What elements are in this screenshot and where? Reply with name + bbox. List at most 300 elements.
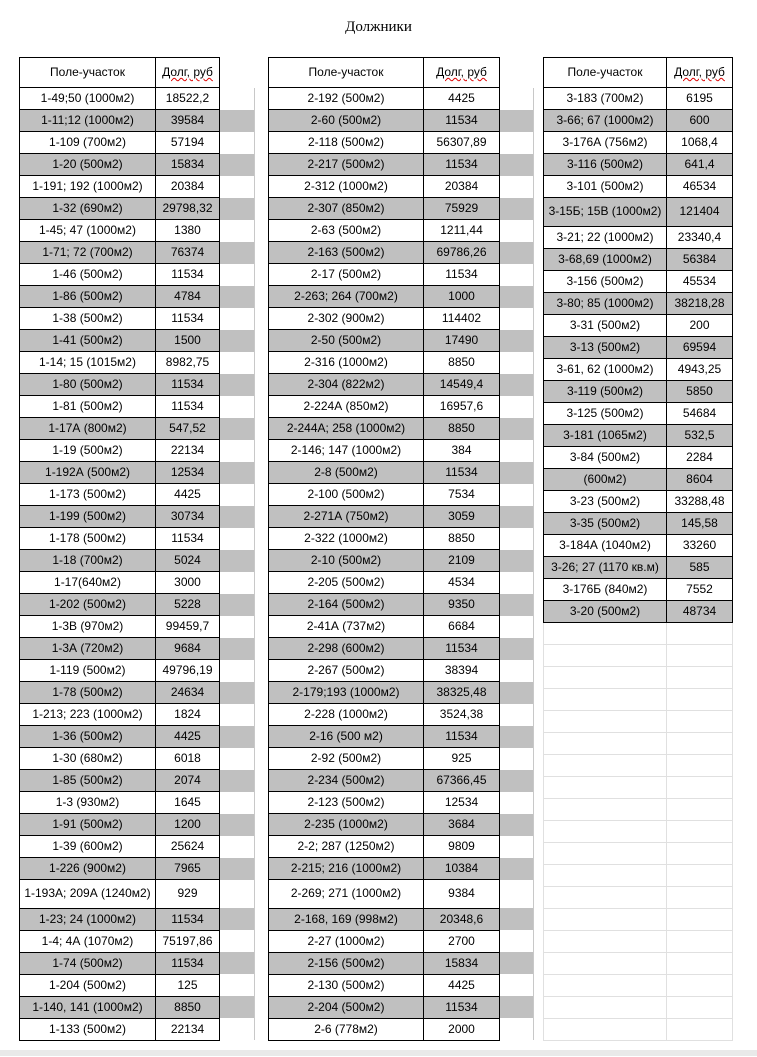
table-row — [269, 682, 534, 704]
page-bottom-edge — [0, 1050, 757, 1056]
plot-cell: 2-271А (750м2) — [269, 506, 424, 528]
table-row — [20, 792, 255, 814]
debt-cell: 5228 — [156, 594, 220, 616]
debt-cell: 75929 — [424, 198, 500, 220]
debt-cell: 8850 — [424, 352, 500, 374]
table-row — [269, 418, 534, 440]
plot-cell: 3-68,69 (1000м2) — [544, 248, 667, 270]
plot-cell: 1-11;12 (1000м2) — [20, 110, 156, 132]
table-row — [20, 880, 255, 909]
spacer-cell — [220, 748, 255, 770]
table-header-row — [269, 58, 534, 88]
table-row — [20, 462, 255, 484]
column-header-debt: Долг, руб — [667, 58, 733, 88]
plot-cell: 3-183 (700м2) — [544, 88, 667, 110]
spacer-cell — [500, 198, 534, 220]
spacer-cell — [220, 908, 255, 930]
empty-row — [544, 864, 733, 886]
debt-cell: 641,4 — [667, 154, 733, 176]
debt-cell: 8850 — [424, 418, 500, 440]
empty-cell — [667, 754, 733, 776]
plot-cell: 1-81 (500м2) — [20, 396, 156, 418]
table-row — [20, 176, 255, 198]
debt-cell: 3684 — [424, 814, 500, 836]
column-header-debt: Долг, руб — [156, 58, 220, 88]
table-row — [269, 462, 534, 484]
spacer-cell — [500, 264, 534, 286]
spacer-cell — [500, 506, 534, 528]
empty-cell — [544, 1018, 667, 1040]
plot-cell: 1-191; 192 (1000м2) — [20, 176, 156, 198]
table-row — [269, 572, 534, 594]
table-row — [269, 374, 534, 396]
debt-cell: 11534 — [424, 638, 500, 660]
plot-cell: 3-176Б (840м2) — [544, 578, 667, 600]
plot-cell: 1-19 (500м2) — [20, 440, 156, 462]
spacer-cell — [220, 132, 255, 154]
debt-cell: 23340,4 — [667, 226, 733, 248]
plot-cell: 2-307 (850м2) — [269, 198, 424, 220]
plot-cell: 2-163 (500м2) — [269, 242, 424, 264]
debt-cell: 532,5 — [667, 424, 733, 446]
empty-cell — [544, 776, 667, 798]
spacer-cell — [500, 88, 534, 110]
table-row — [20, 330, 255, 352]
empty-row — [544, 644, 733, 666]
spacer-cell — [500, 1018, 534, 1040]
column-header-debt: Долг, руб — [424, 58, 500, 88]
table-row — [269, 1018, 534, 1040]
debt-cell: 33288,48 — [667, 490, 733, 512]
empty-row — [544, 710, 733, 732]
plot-cell: 2-146; 147 (1000м2) — [269, 440, 424, 462]
empty-cell — [667, 952, 733, 974]
table-row — [544, 446, 733, 468]
table-row — [20, 220, 255, 242]
debt-cell: 8982,75 — [156, 352, 220, 374]
debt-cell: 4943,25 — [667, 358, 733, 380]
debt-cell: 200 — [667, 314, 733, 336]
table-row — [544, 358, 733, 380]
spacer-cell — [500, 616, 534, 638]
debt-cell: 4425 — [424, 974, 500, 996]
table-row — [269, 220, 534, 242]
table-row — [20, 396, 255, 418]
plot-cell: 2-6 (778м2) — [269, 1018, 424, 1040]
empty-row — [544, 754, 733, 776]
plot-cell: 3-13 (500м2) — [544, 336, 667, 358]
table-row — [544, 198, 733, 227]
plot-cell: 2-50 (500м2) — [269, 330, 424, 352]
debt-cell: 9684 — [156, 638, 220, 660]
table-row — [269, 132, 534, 154]
plot-cell: 2-179;193 (1000м2) — [269, 682, 424, 704]
table-row — [20, 418, 255, 440]
table-row — [20, 836, 255, 858]
table-row — [20, 198, 255, 220]
spacer-cell — [220, 572, 255, 594]
debt-cell: 11534 — [156, 952, 220, 974]
plot-cell: 1-36 (500м2) — [20, 726, 156, 748]
debtors-table-field-3 — [543, 57, 733, 1041]
spacer-cell — [500, 220, 534, 242]
debt-cell: 11534 — [156, 528, 220, 550]
table-row — [20, 908, 255, 930]
empty-row — [544, 974, 733, 996]
debt-cell: 7965 — [156, 858, 220, 880]
spacer-cell — [500, 704, 534, 726]
debt-cell: 45534 — [667, 270, 733, 292]
debt-cell: 75197,86 — [156, 930, 220, 952]
empty-cell — [667, 798, 733, 820]
debt-cell: 11534 — [424, 264, 500, 286]
debt-cell: 4425 — [156, 726, 220, 748]
spacer-cell — [220, 638, 255, 660]
empty-row — [544, 798, 733, 820]
plot-cell: 2-164 (500м2) — [269, 594, 424, 616]
spacer-cell — [500, 770, 534, 792]
plot-cell: 2-244А; 258 (1000м2) — [269, 418, 424, 440]
spacer-cell — [500, 880, 534, 909]
plot-cell: 2-263; 264 (700м2) — [269, 286, 424, 308]
plot-cell: 1-46 (500м2) — [20, 264, 156, 286]
spacer-cell — [220, 330, 255, 352]
table-row — [544, 132, 733, 154]
table-row — [20, 374, 255, 396]
empty-row — [544, 622, 733, 644]
table-row — [269, 88, 534, 110]
plot-cell: 1-14; 15 (1015м2) — [20, 352, 156, 374]
spacer-cell — [500, 418, 534, 440]
spacer-cell — [500, 462, 534, 484]
debt-cell: 3000 — [156, 572, 220, 594]
debt-cell: 4425 — [424, 88, 500, 110]
plot-cell: 2-316 (1000м2) — [269, 352, 424, 374]
plot-cell: 1-204 (500м2) — [20, 974, 156, 996]
debt-cell: 11534 — [424, 110, 500, 132]
debt-cell: 2109 — [424, 550, 500, 572]
plot-cell: 2-63 (500м2) — [269, 220, 424, 242]
plot-cell: 2-217 (500м2) — [269, 154, 424, 176]
debt-cell: 114402 — [424, 308, 500, 330]
debt-cell: 56307,89 — [424, 132, 500, 154]
empty-cell — [544, 798, 667, 820]
debt-cell: 49796,19 — [156, 660, 220, 682]
debt-cell: 22134 — [156, 440, 220, 462]
debt-cell: 1000 — [424, 286, 500, 308]
plot-cell: 1-17А (800м2) — [20, 418, 156, 440]
debt-cell: 56384 — [667, 248, 733, 270]
table-row — [544, 512, 733, 534]
plot-cell: 3-125 (500м2) — [544, 402, 667, 424]
table-row — [269, 110, 534, 132]
plot-cell: 1-202 (500м2) — [20, 594, 156, 616]
debt-cell: 1068,4 — [667, 132, 733, 154]
spacer-cell — [220, 506, 255, 528]
page-title: Должники — [345, 19, 412, 35]
plot-cell: 2-156 (500м2) — [269, 952, 424, 974]
table-row — [20, 484, 255, 506]
table-row — [20, 660, 255, 682]
spacer-cell — [220, 58, 255, 88]
plot-cell: 3-20 (500м2) — [544, 600, 667, 622]
plot-cell: 1-18 (700м2) — [20, 550, 156, 572]
table-row — [20, 594, 255, 616]
table-header-row — [20, 58, 255, 88]
empty-row — [544, 952, 733, 974]
debt-cell: 11534 — [424, 462, 500, 484]
spacer-cell — [500, 58, 534, 88]
debt-cell: 11534 — [424, 154, 500, 176]
plot-cell: 3-61, 62 (1000м2) — [544, 358, 667, 380]
empty-cell — [544, 732, 667, 754]
plot-cell: 1-30 (680м2) — [20, 748, 156, 770]
spacer-cell — [500, 858, 534, 880]
spacer-cell — [500, 974, 534, 996]
debt-cell: 15834 — [156, 154, 220, 176]
table-row — [20, 616, 255, 638]
table-row — [20, 952, 255, 974]
spacer-cell — [220, 996, 255, 1018]
table-row — [269, 528, 534, 550]
spacer-cell — [220, 974, 255, 996]
table-row — [544, 226, 733, 248]
empty-row — [544, 996, 733, 1018]
empty-cell — [667, 908, 733, 930]
table-row — [20, 858, 255, 880]
plot-cell: 1-4; 4А (1070м2) — [20, 930, 156, 952]
spacer-cell — [220, 814, 255, 836]
spacer-cell — [500, 572, 534, 594]
spacer-cell — [500, 748, 534, 770]
spacer-cell — [500, 154, 534, 176]
table-row — [269, 996, 534, 1018]
table-row — [20, 352, 255, 374]
debt-cell: 4534 — [424, 572, 500, 594]
plot-cell: 3-26; 27 (1170 кв.м) — [544, 556, 667, 578]
table-row — [20, 930, 255, 952]
spacer-cell — [500, 682, 534, 704]
table-row — [269, 352, 534, 374]
spacer-cell — [500, 484, 534, 506]
debt-cell: 11534 — [156, 264, 220, 286]
spacer-cell — [220, 440, 255, 462]
spacer-cell — [220, 930, 255, 952]
table-row — [544, 336, 733, 358]
spacer-cell — [500, 836, 534, 858]
debt-cell: 46534 — [667, 176, 733, 198]
debt-cell: 30734 — [156, 506, 220, 528]
plot-cell: 2-235 (1000м2) — [269, 814, 424, 836]
plot-cell: 2-304 (822м2) — [269, 374, 424, 396]
debt-cell: 33260 — [667, 534, 733, 556]
empty-row — [544, 820, 733, 842]
debtors-table-field-2 — [268, 57, 534, 1041]
debt-cell: 145,58 — [667, 512, 733, 534]
table-row — [20, 572, 255, 594]
table-row — [20, 974, 255, 996]
plot-cell: 2-267 (500м2) — [269, 660, 424, 682]
debt-cell: 69594 — [667, 336, 733, 358]
table-row — [20, 814, 255, 836]
debt-cell: 57194 — [156, 132, 220, 154]
plot-cell: 1-3В (970м2) — [20, 616, 156, 638]
plot-cell: 2-10 (500м2) — [269, 550, 424, 572]
spacer-cell — [220, 176, 255, 198]
debt-cell: 29798,32 — [156, 198, 220, 220]
empty-cell — [667, 644, 733, 666]
debt-cell: 1645 — [156, 792, 220, 814]
spacer-cell — [500, 374, 534, 396]
debt-cell: 12534 — [424, 792, 500, 814]
debt-cell: 24634 — [156, 682, 220, 704]
plot-cell: 3-176А (756м2) — [544, 132, 667, 154]
debt-cell: 38325,48 — [424, 682, 500, 704]
empty-cell — [544, 710, 667, 732]
spacer-cell — [500, 996, 534, 1018]
table-row — [20, 242, 255, 264]
empty-cell — [667, 864, 733, 886]
plot-cell: 2-192 (500м2) — [269, 88, 424, 110]
plot-cell: 2-302 (900м2) — [269, 308, 424, 330]
debt-cell: 18522,2 — [156, 88, 220, 110]
debt-cell: 11534 — [156, 308, 220, 330]
plot-cell: 1-178 (500м2) — [20, 528, 156, 550]
empty-cell — [667, 886, 733, 908]
table-row — [269, 930, 534, 952]
spacer-cell — [220, 616, 255, 638]
debt-cell: 11534 — [424, 996, 500, 1018]
debt-cell: 11534 — [424, 726, 500, 748]
plot-cell: 1-74 (500м2) — [20, 952, 156, 974]
debt-cell: 1200 — [156, 814, 220, 836]
plot-cell: 3-119 (500м2) — [544, 380, 667, 402]
empty-cell — [544, 908, 667, 930]
debt-cell: 10384 — [424, 858, 500, 880]
empty-cell — [667, 820, 733, 842]
debt-cell: 2000 — [424, 1018, 500, 1040]
table-row — [269, 264, 534, 286]
spacer-cell — [220, 528, 255, 550]
plot-cell: 3-184А (1040м2) — [544, 534, 667, 556]
spacer-cell — [500, 908, 534, 930]
table-row — [269, 484, 534, 506]
spacer-cell — [220, 880, 255, 909]
debt-cell: 20384 — [156, 176, 220, 198]
debt-cell: 20348,6 — [424, 908, 500, 930]
spacer-cell — [500, 286, 534, 308]
table-row — [269, 308, 534, 330]
spacer-cell — [500, 132, 534, 154]
debt-cell: 9809 — [424, 836, 500, 858]
table-row — [20, 638, 255, 660]
spacer-cell — [220, 110, 255, 132]
debt-cell: 384 — [424, 440, 500, 462]
plot-cell: 1-86 (500м2) — [20, 286, 156, 308]
plot-cell: 1-71; 72 (700м2) — [20, 242, 156, 264]
empty-cell — [667, 688, 733, 710]
empty-row — [544, 886, 733, 908]
plot-cell: 2-123 (500м2) — [269, 792, 424, 814]
table-row — [269, 242, 534, 264]
debt-cell: 38394 — [424, 660, 500, 682]
table-row — [269, 154, 534, 176]
debt-cell: 1500 — [156, 330, 220, 352]
debt-cell: 99459,7 — [156, 616, 220, 638]
spacer-cell — [500, 814, 534, 836]
spacer-cell — [500, 594, 534, 616]
table-row — [269, 974, 534, 996]
plot-cell: 2-215; 216 (1000м2) — [269, 858, 424, 880]
spacer-cell — [220, 88, 255, 110]
table-row — [20, 110, 255, 132]
spacer-cell — [220, 836, 255, 858]
table-row — [269, 726, 534, 748]
spacer-cell — [220, 952, 255, 974]
plot-cell: 2-204 (500м2) — [269, 996, 424, 1018]
debt-cell: 6018 — [156, 748, 220, 770]
plot-cell: 1-85 (500м2) — [20, 770, 156, 792]
plot-cell: 3-116 (500м2) — [544, 154, 667, 176]
plot-cell: 3-23 (500м2) — [544, 490, 667, 512]
plot-cell: 3-80; 85 (1000м2) — [544, 292, 667, 314]
debt-cell: 54684 — [667, 402, 733, 424]
spacer-cell — [500, 660, 534, 682]
debt-cell: 2700 — [424, 930, 500, 952]
table-row — [20, 88, 255, 110]
spacer-cell — [500, 638, 534, 660]
spacer-cell — [220, 1018, 255, 1040]
table-row — [269, 176, 534, 198]
table-row — [20, 308, 255, 330]
debt-cell: 1824 — [156, 704, 220, 726]
plot-cell: 3-31 (500м2) — [544, 314, 667, 336]
table-row — [269, 952, 534, 974]
spacer-cell — [500, 352, 534, 374]
empty-row — [544, 688, 733, 710]
empty-row — [544, 732, 733, 754]
plot-cell: 2-92 (500м2) — [269, 748, 424, 770]
table-row — [20, 726, 255, 748]
plot-cell: 1-213; 223 (1000м2) — [20, 704, 156, 726]
table-row — [269, 836, 534, 858]
spacer-cell — [500, 242, 534, 264]
spacer-cell — [220, 660, 255, 682]
empty-cell — [544, 622, 667, 644]
empty-cell — [667, 996, 733, 1018]
debt-cell: 11534 — [156, 374, 220, 396]
plot-cell: 1-32 (690м2) — [20, 198, 156, 220]
column-header-plot: Поле-участок — [20, 58, 156, 88]
debt-cell: 14549,4 — [424, 374, 500, 396]
empty-row — [544, 666, 733, 688]
table-row — [269, 616, 534, 638]
plot-cell: 3-101 (500м2) — [544, 176, 667, 198]
table-row — [269, 506, 534, 528]
plot-cell: 3-35 (500м2) — [544, 512, 667, 534]
table-row — [269, 858, 534, 880]
plot-cell: 2-322 (1000м2) — [269, 528, 424, 550]
table-row — [544, 468, 733, 490]
plot-cell: 1-3А (720м2) — [20, 638, 156, 660]
table-row — [544, 292, 733, 314]
table-row — [269, 770, 534, 792]
debt-cell: 925 — [424, 748, 500, 770]
table-row — [269, 550, 534, 572]
plot-cell: 1-3 (930м2) — [20, 792, 156, 814]
spacer-cell — [220, 198, 255, 220]
table-row — [269, 814, 534, 836]
